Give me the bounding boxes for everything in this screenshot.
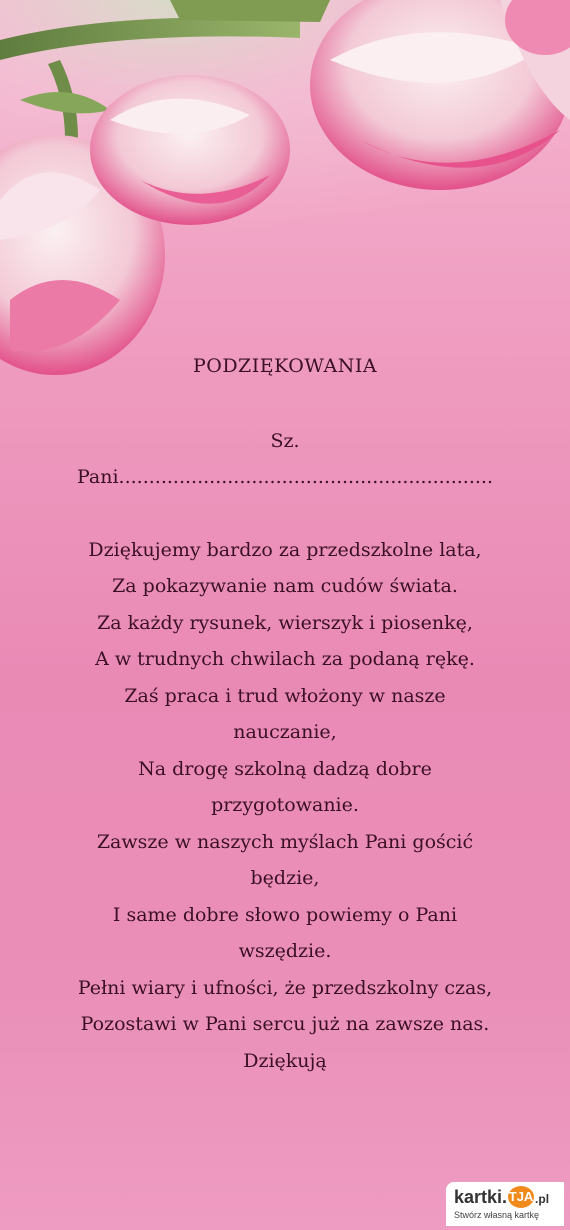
poem-line: nauczanie, [233,721,337,743]
salutation: Sz. [270,429,300,452]
poem-line: Zawsze w naszych myślach Pani gościć [96,830,474,853]
poem-line: przygotowanie. [211,794,359,816]
logo-badge-icon: TJA [508,1186,534,1208]
signature-line: Dziękują [243,1049,327,1072]
poem-line: Pełni wiary i ufności, że przedszkolny czas, [77,976,493,999]
site-logo[interactable] [446,1182,564,1226]
card-title: PODZIĘKOWANIA [192,355,378,377]
roses-illustration [0,0,570,390]
poem-line: Za pokazywanie nam cudów świata. [112,575,458,597]
card-text [30,348,540,1079]
poem-line: Dziękujemy bardzo za przedszkolne lata, [88,538,482,561]
poem-line: I same dobre słowo powiemy o Pani [112,903,458,926]
logo-brand: kartki. [454,1187,508,1207]
poem-line: Za każdy rysunek, wierszyk i piosenkę, [97,611,473,634]
poem-line: Pozostawi w Pani sercu już na zawsze nas. [80,1013,490,1035]
poem-line: Zaś praca i trud włożony w nasze [124,684,446,707]
poem-line: wszędzie. [238,940,332,962]
poem-line: Na drogę szkolną dadzą dobre [138,757,432,780]
logo-wordmark [454,1186,549,1210]
logo-tld: .pl [535,1192,550,1206]
poem-line: będzie, [250,867,320,889]
logo-tagline: Stwórz własną kartkę [454,1210,540,1220]
addressee-line: Pani.............................................................. [76,466,494,488]
poem-line: A w trudnych chwilach za podaną rękę. [95,648,475,670]
